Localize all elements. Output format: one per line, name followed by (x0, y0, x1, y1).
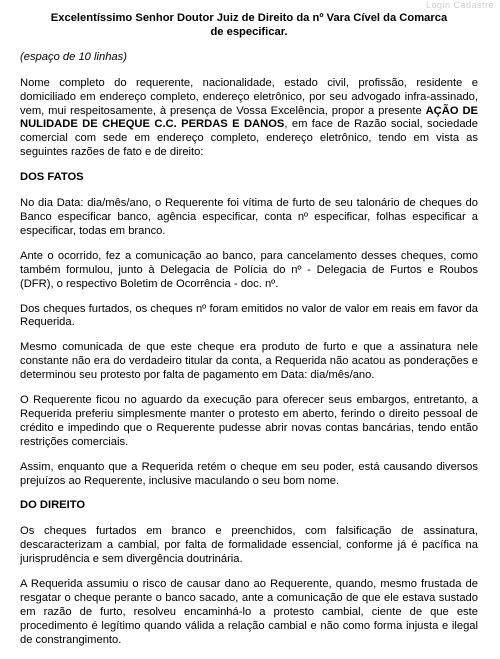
law-paragraph-2: A Requerida assumiu o risco de causar dano ao Requerente, quando, mesmo frustada de resgatar o cheque perante o banco sacado, ante a comunicação de que ele estava sustado em razão de furto, resolveu encaminhá-lo a protesto cambial, ciente de que este procedimento é legítimo quando válida a relação cambial e não como forma injusta e ilegal de constrangimento. (20, 578, 478, 646)
facts-paragraph-4: Mesmo comunicada de que este cheque era produto de furto e que a assinatura nele constante não era do verdadeiro titular da conta, a Requerida não acatou as ponderações e determinou seu protesto por falta de pagamento em Data: dia/mês/ano. (20, 341, 478, 382)
facts-paragraph-3: Dos cheques furtados, os cheques nº foram emitidos no valor de valor em reais em favor da Requerida. (20, 302, 478, 329)
intro-text-before: Nome completo do requerente, nacionalidade, estado civil, profissão, residente e domiciliado em endereço completo, endereço eletrônico, por seu advogado infra-assinado, vem, mui respeitosamente, à presença de Vossa Excelência, propor a presente (20, 76, 478, 117)
corner-login-label: Login Cadastre (425, 0, 494, 10)
facts-paragraph-2: Ante o ocorrido, fez a comunicação ao banco, para cancelamento desses cheques, como também formulou, junto à Delegacia de Polícia do nº - Delegacia de Furtos e Roubos (DFR), o respectivo Boletim de Ocorrência - doc. nº. (20, 249, 478, 290)
section-heading-facts: DOS FATOS (20, 171, 84, 184)
law-paragraph-1: Os cheques furtados em branco e preenchidos, com falsificação de assinatura, descaracterizam a cambial, por falta de formalidade essencial, conforme já é pacífica na jurisprudência e sem divergência doutrinária. (20, 525, 478, 566)
facts-paragraph-6: Assim, enquanto que a Requerida retém o cheque em seu poder, está causando diversos prejuízos ao Requerente, inclusive maculando o seu bom nome. (20, 460, 478, 487)
document-title-line-2: de especificar. (210, 25, 288, 38)
intro-text-after: , em face de Razão social, sociedade comercial com sede em endereço completo, endereço eletrônico, tendo em vista as seguintes razões de fato e de direito: (20, 118, 478, 159)
document-title-line-1: Excelentíssimo Senhor Doutor Juiz de Direito da nº Vara Cível da Comarca (50, 12, 448, 24)
space-note: (espaço de 10 linhas) (20, 50, 127, 63)
intro-paragraph (20, 77, 478, 160)
action-name: AÇÃO DE NULIDADE DE CHEQUE C.C. PERDAS E DANOS (20, 104, 478, 131)
facts-paragraph-5: O Requerente ficou no aguardo da execução para oferecer seus embargos, entretanto, a Requerida preferiu simplesmente manter o protesto em aberto, ferindo o direito pessoal de crédito e impedindo que o Requerente pudesse abrir novas contas bancárias, tendo então restrições comerciais. (20, 394, 478, 448)
document-title (20, 12, 478, 40)
facts-paragraph-1: No dia Data: dia/mês/ano, o Requerente foi vítima de furto de seu talonário de cheques do Banco especificar banco, agência especificar, conta nº especificar, folhas especificar a especificar, todas em branco. (20, 197, 478, 237)
document-body (20, 12, 478, 659)
section-heading-law: DO DIREITO (20, 499, 86, 512)
